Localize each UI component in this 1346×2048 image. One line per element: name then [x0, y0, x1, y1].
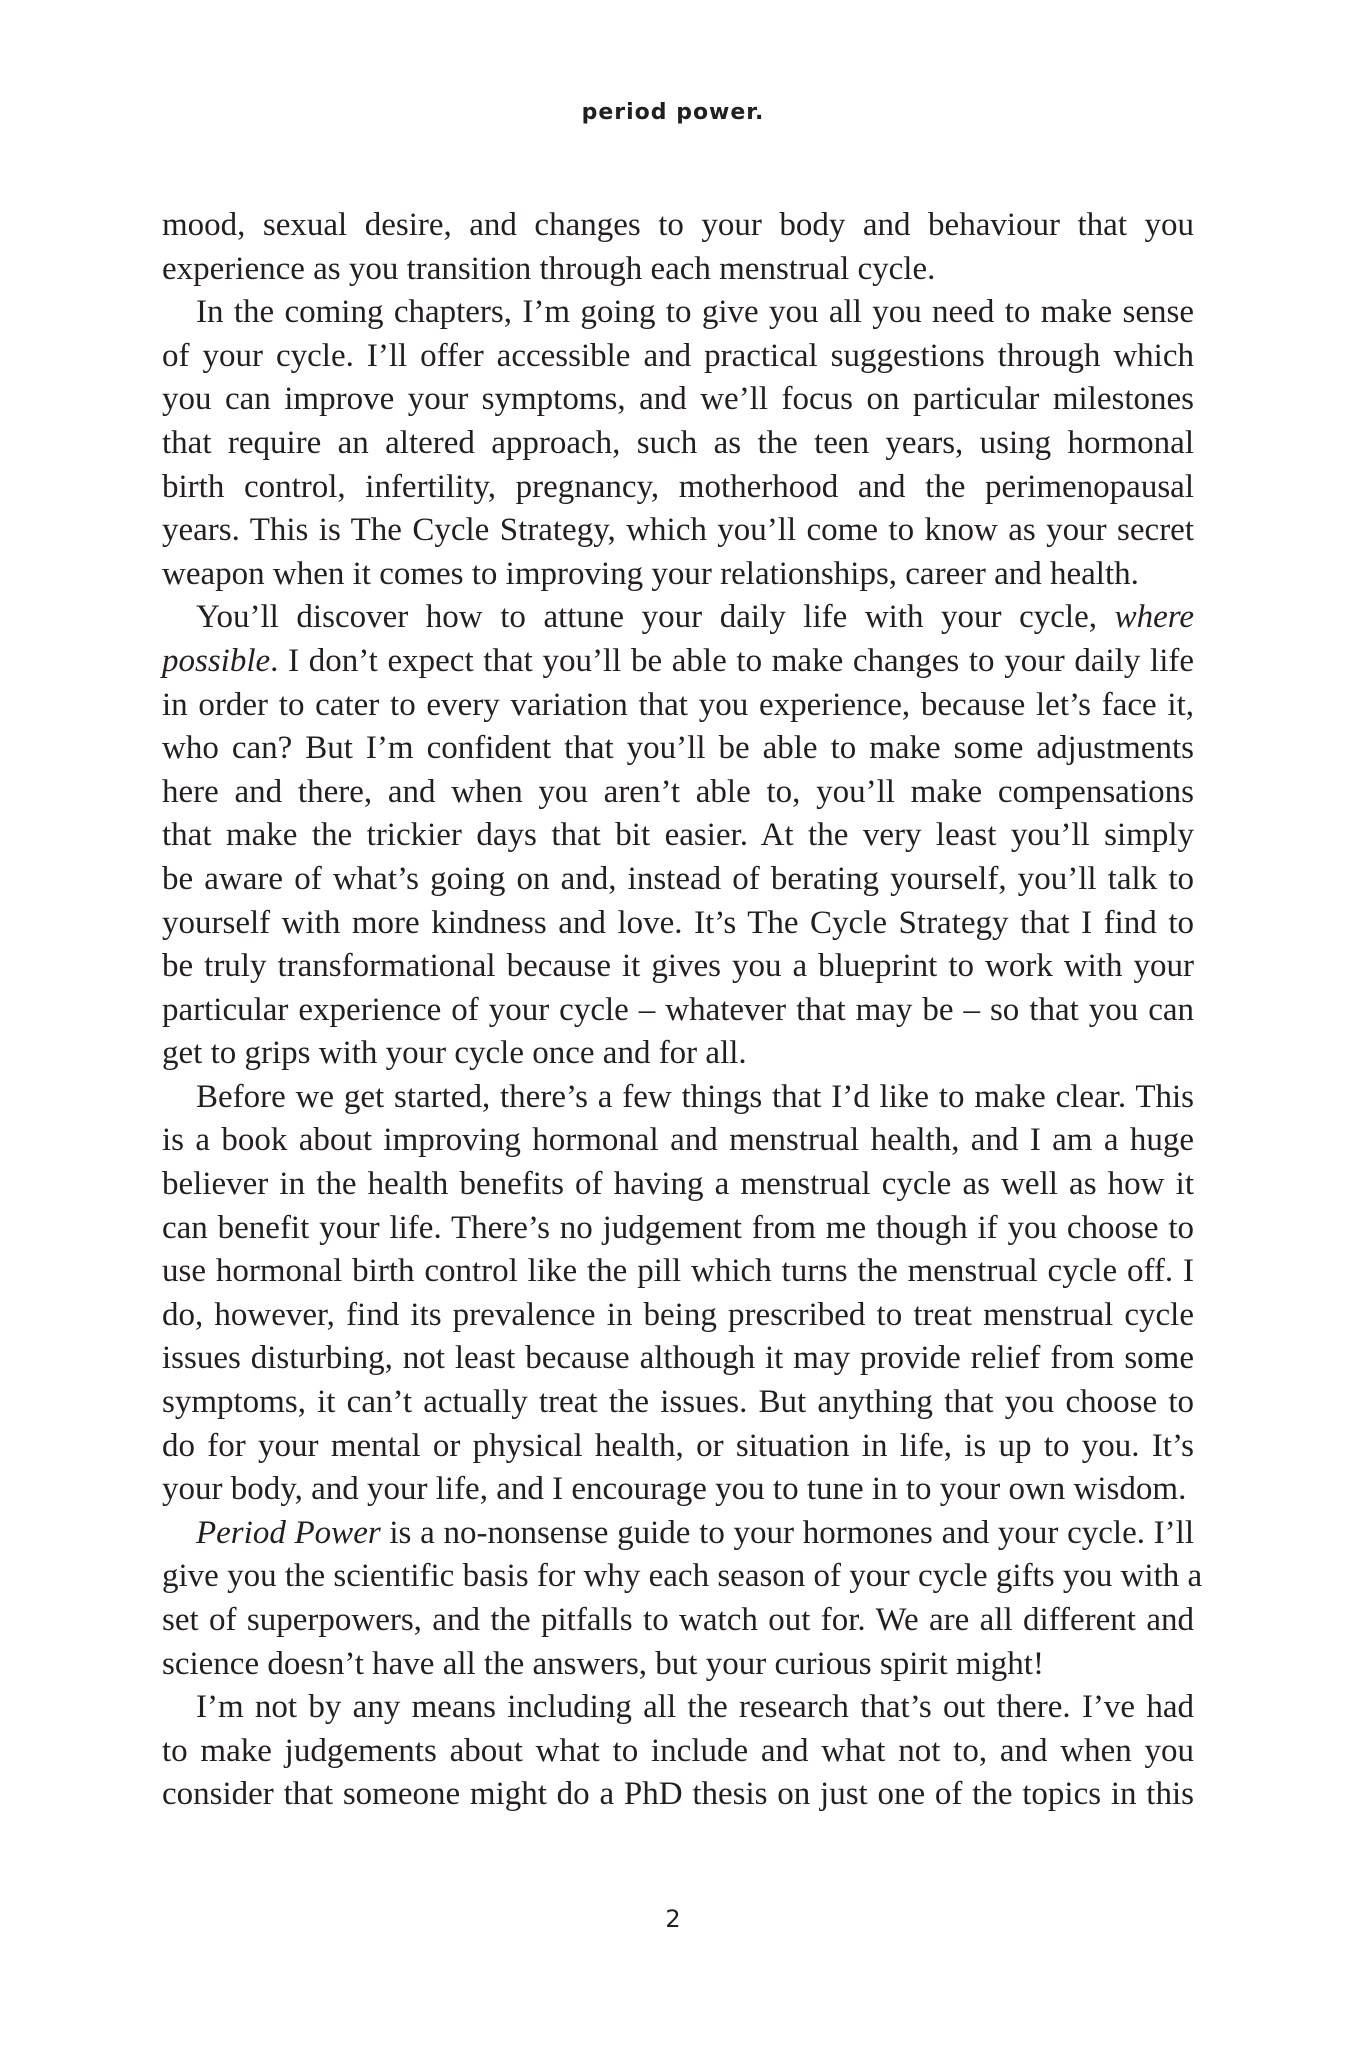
text-line: is a book about improving hormonal and menstrual health, and I am a huge	[162, 1122, 1194, 1159]
text-line: do, however, find its prevalence in being prescribed to treat menstrual cycle	[162, 1296, 1194, 1333]
text-line: I’m not by any means including all the research that’s out there. I’ve had	[196, 1689, 1194, 1726]
text-run: You’ll discover how to attune your daily life with your cycle,	[196, 599, 1115, 636]
text-line: set of superpowers, and the pitfalls to watch out for. We are all different and	[162, 1602, 1194, 1638]
text-line: give you the scientific basis for why each season of your cycle gifts you with a	[162, 1558, 1203, 1595]
text-line: issues disturbing, not least because although it may provide relief from some	[162, 1340, 1194, 1377]
page-number: 2	[665, 1905, 681, 1933]
text-line: Before we get started, there’s a few things that I’d like to make clear. This	[196, 1078, 1194, 1115]
text-line: that make the trickier days that bit easier. At the very least you’ll simply	[162, 817, 1194, 854]
emphasis: where	[1114, 599, 1194, 636]
text-line: symptoms, it can’t actually treat the issues. But anything that you choose to	[162, 1384, 1194, 1421]
text-line: consider that someone might do a PhD thesis on just one of the topics in this	[162, 1776, 1194, 1813]
text-line: do for your mental or physical health, or situation in life, is up to you. It’s	[162, 1427, 1194, 1464]
text-line: of your cycle. I’ll offer accessible and practical suggestions through which	[162, 337, 1194, 374]
text-line: birth control, infertility, pregnancy, motherhood and the perimenopausal	[162, 468, 1194, 505]
text-line: in order to cater to every variation that you experience, because let’s face it,	[162, 686, 1194, 723]
text-line: use hormonal birth control like the pill which turns the menstrual cycle off. I	[162, 1253, 1194, 1290]
text-line: be truly transformational because it gives you a blueprint to work with your	[162, 948, 1194, 985]
text-line: believer in the health benefits of having a menstrual cycle as well as how it	[162, 1166, 1194, 1203]
text-line: get to grips with your cycle once and for all.	[162, 1035, 747, 1072]
text-run: is a no-nonsense guide to your hormones and your cycle. I’ll	[380, 1514, 1194, 1551]
emphasis: possible	[162, 642, 271, 679]
text-line: to make judgements about what to include and what not to, and when you	[162, 1732, 1194, 1769]
emphasis: Period Power	[196, 1514, 381, 1551]
text-line: yourself with more kindness and love. It’s The Cycle Strategy that I find to	[162, 904, 1194, 941]
text-line: that require an altered approach, such as the teen years, using hormonal	[162, 424, 1194, 461]
text-run: . I don’t expect that you’ll be able to make changes to your daily life	[270, 642, 1194, 679]
text-line	[162, 1512, 1194, 1556]
text-line: experience as you transition through each menstrual cycle.	[162, 250, 936, 287]
text-line: be aware of what’s going on and, instead of berating yourself, you’ll talk to	[162, 860, 1194, 897]
text-line: weapon when it comes to improving your relationships, career and health.	[162, 555, 1139, 592]
text-line: you can improve your symptoms, and we’ll focus on particular milestones	[162, 381, 1194, 418]
text-line: who can? But I’m confident that you’ll be able to make some adjustments	[162, 730, 1194, 767]
text-line	[162, 596, 1194, 640]
text-line: your body, and your life, and I encourage you to tune in to your own wisdom.	[162, 1471, 1187, 1508]
text-line	[162, 640, 1194, 684]
running-head: period power.	[581, 100, 765, 125]
text-line: mood, sexual desire, and changes to your body and behaviour that you	[162, 207, 1194, 243]
text-line: particular experience of your cycle – whatever that may be – so that you can	[162, 991, 1194, 1028]
text-line: years. This is The Cycle Strategy, which you’ll come to know as your secret	[162, 512, 1194, 549]
text-line: science doesn’t have all the answers, but your curious spirit might!	[162, 1645, 1044, 1682]
body-text	[162, 204, 1203, 1817]
text-line: can benefit your life. There’s no judgement from me though if you choose to	[162, 1209, 1194, 1246]
text-line: In the coming chapters, I’m going to give you all you need to make sense	[196, 294, 1194, 331]
text-line: here and there, and when you aren’t able to, you’ll make compensations	[162, 773, 1194, 810]
